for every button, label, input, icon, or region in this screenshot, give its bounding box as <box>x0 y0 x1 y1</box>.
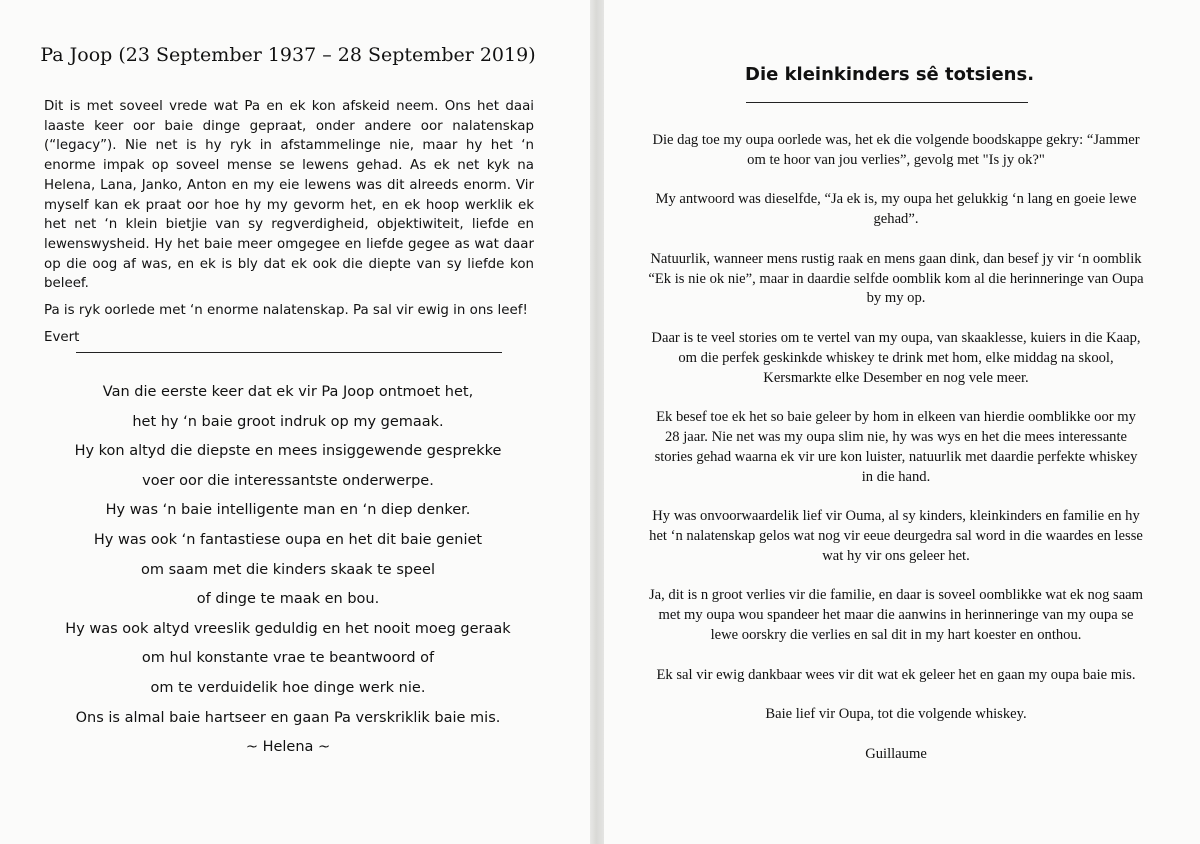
letter-text <box>648 131 1144 784</box>
tribute-paragraph: Pa is ryk oorlede met ‘n enorme nalatenskap. Pa sal vir ewig in ons leef! <box>44 303 528 319</box>
letter-paragraph: Hy was onvoorwaardelik lief vir Ouma, al sy kinders, kleinkinders en familie en hy het ‘n nalatenskap gelos wat nog vir eeue deurgedra sal word in die waardes en lesse wat hy vir ons geleer het. <box>649 508 1143 564</box>
letter-paragraph: Ek besef toe ek het so baie geleer by hom in elkeen van hierdie oomblikke oor my 28 jaar. Nie net was my oupa slim nie, hy was wys en het die mees interessante stories gehad waarna ek vir ure kon luister, natuurlik met daardie perfekte whiskey in die hand. <box>654 409 1138 485</box>
title-underline <box>746 102 1028 103</box>
letter-paragraph: Ja, dit is n groot verlies vir die familie, en daar is soveel oomblikke wat ek nog saam met my oupa wou spandeer het maar die aanwins in herinneringe van my oupa se lewe oorskry die verlies en sal dit in my hart koester en onthou. <box>648 587 1144 643</box>
poem-line: Hy was ook altyd vreeslik geduldig en het nooit moeg geraak <box>65 620 511 637</box>
page-title: Pa Joop (23 September 1937 – 28 September 2019) <box>40 44 536 66</box>
poem-line: of dinge te maak en bou. <box>196 591 380 608</box>
poem-line: Hy was ‘n baie intelligente man en ‘n diep denker. <box>105 502 471 519</box>
divider <box>76 352 502 353</box>
section-title: Die kleinkinders sê totsiens. <box>745 64 1035 85</box>
letter-signature: Guillaume <box>865 745 927 762</box>
book-spine <box>590 0 604 844</box>
letter-paragraph: My antwoord was dieselfde, “Ja ek is, my oupa het gelukkig ‘n lang en goeie lewe gehad”. <box>655 191 1137 228</box>
tribute-paragraph: Dit is met soveel vrede wat Pa en ek kon afskeid neem. Ons het daai laaste keer oor baie dinge gepraat, onder andere oor nalatenskap (“legacy”). Nie net is hy ryk in afstammelinge nie, maar hy het ‘n enorme impak op soveel mense se lewens gehad. As ek net kyk na Helena, Lana, Janko, Anton en my eie lewens was dit alreeds enorm. Vir myself kan ek praat oor hoe hy my gevorm het, en ek hoop werklik ek het net ‘n klein bietjie van sy regverdigheid, objektiwiteit, liefde en lewenswysheid. Hy het baie meer omgegee en liefde gegee as wat daar op die oog af was, en ek is bly dat ek ook die diepte van sy liefde kon beleef. <box>44 99 534 292</box>
letter-paragraph: Daar is te veel stories om te vertel van my oupa, van skaaklesse, kuiers in die Kaap, om die perfek geskinkde whiskey te drink met hom, elke middag na skool, Kersmarkte elke Desember en nog vele meer. <box>651 329 1141 386</box>
letter-paragraph: Natuurlik, wanneer mens rustig raak en mens gaan dink, dan besef jy vir ‘n oomblik “Ek is nie ok nie”, maar in daardie selfde oomblik kom al die herinneringe van Oupa by my op. <box>648 250 1144 307</box>
poem-line: Ons is almal baie hartseer en gaan Pa verskriklik baie mis. <box>75 709 501 726</box>
poem-line: voer oor die interessantste onderwerpe. <box>142 472 434 489</box>
poem-line: het hy ‘n baie groot indruk op my gemaak. <box>132 413 444 430</box>
poem-line: Hy was ook ‘n fantastiese oupa en het dit baie geniet <box>93 531 483 548</box>
left-page <box>0 0 590 844</box>
poem-signature: ~ Helena ~ <box>245 739 331 756</box>
letter-paragraph: Ek sal vir ewig dankbaar wees vir dit wat ek geleer het en gaan my oupa baie mis. <box>656 666 1136 683</box>
poem-line: Hy kon altyd die diepste en mees insiggewende gesprekke <box>74 443 502 460</box>
letter-closing: Baie lief vir Oupa, tot die volgende whiskey. <box>765 706 1027 723</box>
poem-line: om saam met die kinders skaak te speel <box>141 561 435 578</box>
poem-line: Van die eerste keer dat ek vir Pa Joop ontmoet het, <box>102 384 474 400</box>
poem-line: om hul konstante vrae te beantwoord of <box>141 650 435 667</box>
poem-line: om te verduidelik hoe dinge werk nie. <box>150 679 426 696</box>
letter-paragraph: Die dag toe my oupa oorlede was, het ek die volgende boodskappe gekry: “Jammer om te hoor van jou verlies”, gevolg met "Is jy ok?" <box>652 132 1140 168</box>
tribute-signature: Evert <box>44 329 80 345</box>
tribute-text <box>44 97 534 354</box>
poem <box>40 378 536 763</box>
